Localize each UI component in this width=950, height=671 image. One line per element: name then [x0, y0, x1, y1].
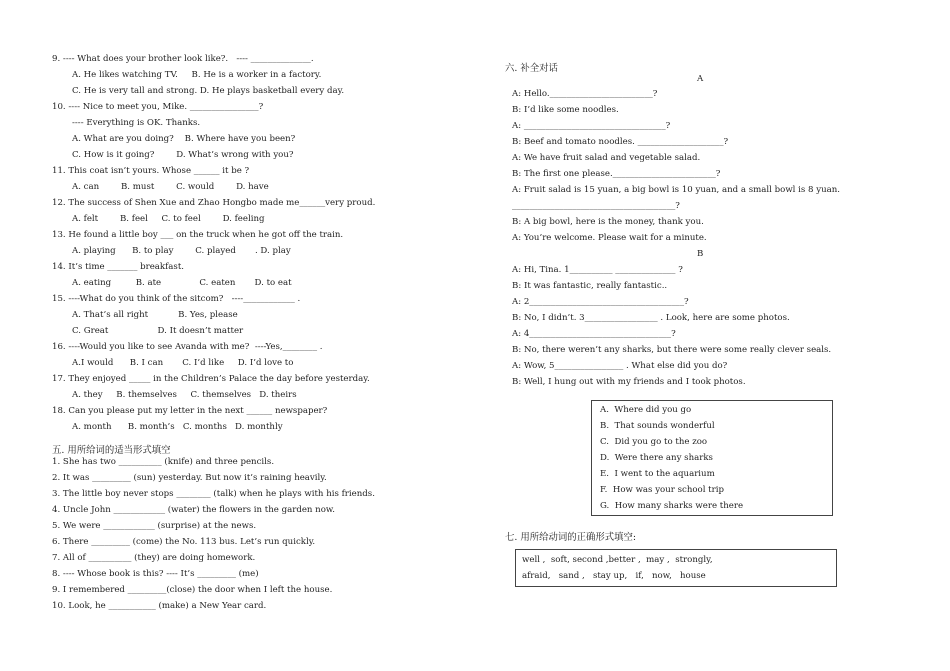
text-line: 14. It’s time _______ breakfast.: [52, 262, 185, 272]
word-bank-line: afraid, sand , stay up, if, now, house: [522, 571, 706, 581]
dialogue-line: A: We have fruit salad and vegetable salad.: [512, 153, 701, 163]
text-line: A. What are you doing? B. Where have you been?: [72, 134, 296, 144]
text-line: 12. The success of Shen Xue and Zhao Hongbo made me______very proud.: [52, 198, 376, 208]
dialogue-line: B: Well, I hung out with my friends and I took photos.: [512, 377, 746, 387]
dialogue-line: B: No, there weren’t any sharks, but there were some really clever seals.: [512, 345, 832, 355]
option-item: D. Were there any sharks: [600, 453, 713, 463]
text-line: 10. ---- Nice to meet you, Mike. ________________?: [52, 102, 264, 112]
dialogue-line: A: 2____________________________________?: [512, 297, 689, 307]
text-line: A. He likes watching TV. B. He is a worker in a factory.: [72, 70, 322, 80]
dialogue-line: A: 4_________________________________?: [512, 329, 676, 339]
text-line: 18. Can you please put my letter in the next ______ newspaper?: [52, 406, 328, 416]
text-line: 10. Look, he ___________ (make) a New Year card.: [52, 601, 267, 611]
text-line: 7. All of __________ (they) are doing homework.: [52, 553, 256, 563]
dialogue-line: B: The first one please.________________________?: [512, 169, 721, 179]
section-heading: 六. 补全对话: [505, 63, 558, 74]
option-item: E. I went to the aquarium: [600, 469, 715, 479]
text-line: A. can B. must C. would D. have: [72, 182, 269, 192]
dialogue-line: ______________________________________?: [512, 201, 680, 211]
text-line: C. How is it going? D. What’s wrong with you?: [72, 150, 294, 160]
text-line: C. He is very tall and strong. D. He plays basketball every day.: [72, 86, 345, 96]
option-item: A. Where did you go: [600, 405, 692, 415]
section-heading: 五. 用所给词的适当形式填空: [52, 445, 171, 456]
dialogue-line: B: Beef and tomato noodles. ____________________?: [512, 137, 729, 147]
option-item: B. That sounds wonderful: [600, 421, 715, 431]
dialogue-line: A: Hi, Tina. 1__________ ______________ ?: [512, 265, 683, 275]
options-box: [591, 400, 833, 516]
text-line: 13. He found a little boy ___ on the truck when he got off the train.: [52, 230, 344, 240]
text-line: A. That’s all right B. Yes, please: [72, 310, 238, 320]
option-item: G. How many sharks were there: [600, 501, 744, 511]
text-line: 6. There _________ (come) the No. 113 bus. Let’s run quickly.: [52, 537, 316, 547]
text-line: 1. She has two __________ (knife) and three pencils.: [52, 457, 275, 467]
text-line: ---- Everything is OK. Thanks.: [72, 118, 201, 128]
text-line: 8. ---- Whose book is this? ---- It’s _________ (me): [52, 569, 259, 579]
text-line: A. eating B. ate C. eaten D. to eat: [72, 278, 292, 288]
dialogue-line: B: It was fantastic, really fantastic..: [512, 281, 668, 291]
text-line: A.I would B. I can C. I’d like D. I’d love to: [72, 358, 294, 368]
text-line: 16. ----Would you like to see Avanda with me? ----Yes,________ .: [52, 342, 323, 352]
dialogue-line: A: Fruit salad is 15 yuan, a big bowl is 10 yuan, and a small bowl is 8 yuan.: [512, 185, 841, 195]
text-line: C. Great D. It doesn’t matter: [72, 326, 244, 336]
text-line: A. they B. themselves C. themselves D. theirs: [72, 390, 297, 400]
option-item: F. How was your school trip: [600, 485, 724, 495]
dialogue-line: A: Hello.________________________?: [512, 89, 658, 99]
text-line: A. month B. month’s C. months D. monthly: [72, 422, 283, 432]
option-item: C. Did you go to the zoo: [600, 437, 708, 447]
dialogue-line: A: You’re welcome. Please wait for a minute.: [512, 233, 707, 243]
text-line: 3. The little boy never stops ________ (talk) when he plays with his friends.: [52, 489, 375, 499]
text-line: 9. ---- What does your brother look like?. ---- ______________.: [52, 54, 314, 64]
text-line: 2. It was _________ (sun) yesterday. But now it’s raining heavily.: [52, 473, 327, 483]
dialogue-line: A: _________________________________?: [512, 121, 671, 131]
word-bank-box: [515, 549, 837, 587]
text-line: 17. They enjoyed _____ in the Children’s Palace the day before yesterday.: [52, 374, 370, 384]
text-line: 9. I remembered _________(close) the door when I left the house.: [52, 585, 333, 595]
text-line: A. playing B. to play C. played . D. play: [72, 246, 291, 256]
dialogue-line: B: No, I didn’t. 3_________________ . Look, here are some photos.: [512, 313, 790, 323]
text-line: 4. Uncle John ____________ (water) the flowers in the garden now.: [52, 505, 335, 515]
dialogue-line: B: A big bowl, here is the money, thank you.: [512, 217, 704, 227]
word-bank-line: well , soft, second ,better , may , strongly,: [522, 555, 713, 565]
section-heading: 七. 用所给动词的正确形式填空:: [505, 532, 636, 543]
text-line: 15. ----What do you think of the sitcom? ----____________ .: [52, 294, 301, 304]
dialogue-line: B: [697, 249, 704, 259]
dialogue-line: A: [697, 74, 704, 84]
text-line: A. felt B. feel C. to feel D. feeling: [72, 214, 265, 224]
text-line: 5. We were ____________ (surprise) at the news.: [52, 521, 257, 531]
dialogue-line: A: Wow, 5________________ . What else did you do?: [512, 361, 728, 371]
dialogue-line: B: I’d like some noodles.: [512, 105, 619, 115]
text-line: 11. This coat isn’t yours. Whose ______ it be ?: [52, 166, 250, 176]
